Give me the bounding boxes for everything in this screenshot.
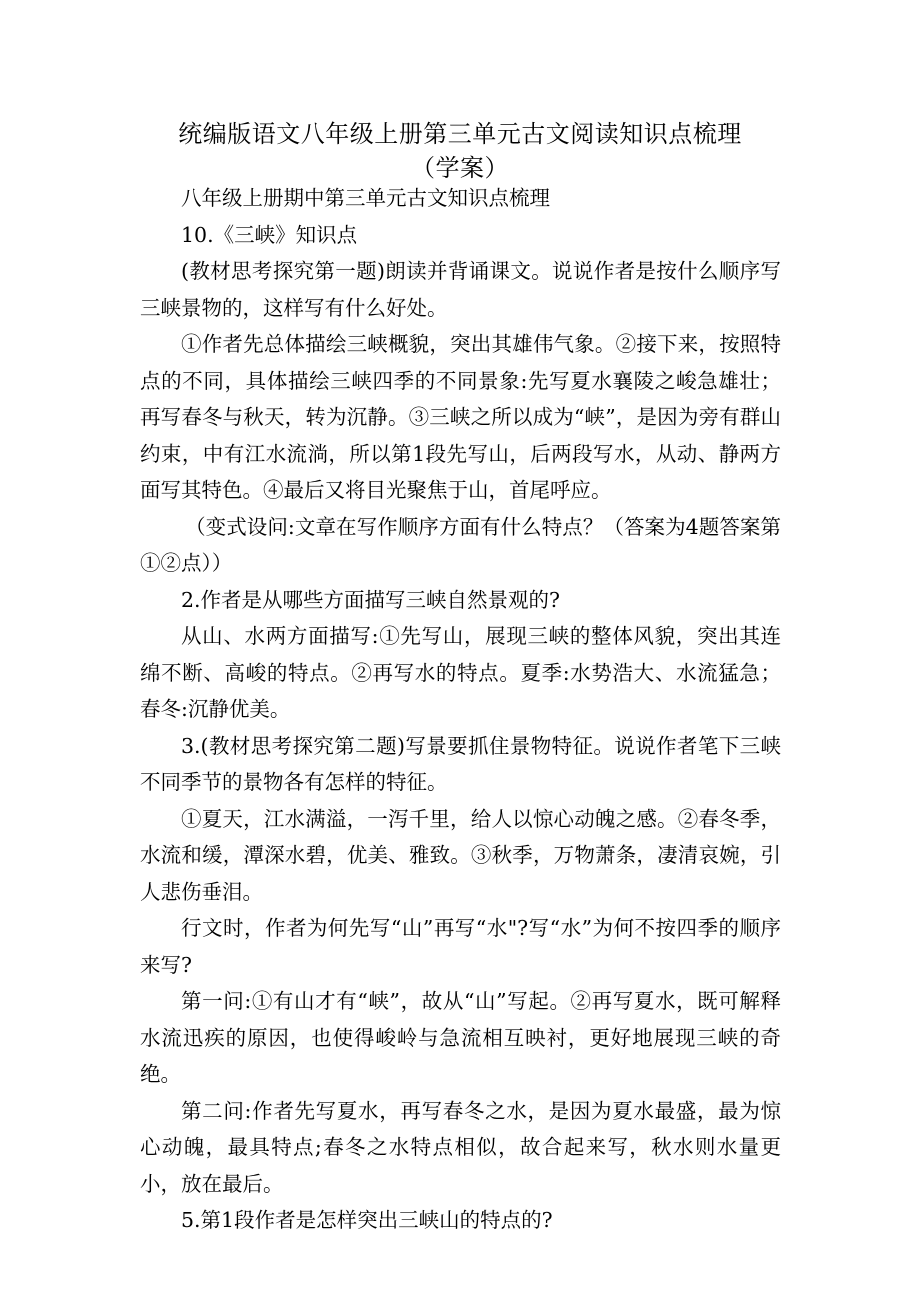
document-subtitle: （学案） — [411, 154, 509, 182]
question-paragraph: (教材思考探究第一题)朗读并背诵课文。说说作者是按什么顺序写三峡景物的，这样写有什么好处。 — [140, 259, 781, 320]
lesson-heading: 10.《三峡》知识点 — [181, 222, 358, 247]
section-heading: 八年级上册期中第三单元古文知识点梳理 — [181, 186, 550, 210]
answer-paragraph: 第一问:①有山才有“峡”，故从“山”写起。②再写夏水，既可解释水流迅疾的原因，也使得峻岭与急流相互映衬，更好地展现三峡的奇绝。 — [140, 989, 781, 1086]
answer-paragraph: 从山、水两方面描写:①先写山，展现三峡的整体风貌，突出其连绵不断、高峻的特点。②再写水的特点。夏季:水势浩大、水流猛急；春冬:沉静优美。 — [140, 624, 781, 721]
document-title: 统编版语文八年级上册第三单元古文阅读知识点梳理 — [178, 120, 742, 148]
document-body — [140, 180, 781, 1239]
question-paragraph: 2.作者是从哪些方面描写三峡自然景观的? — [181, 587, 561, 612]
variant-question-paragraph: （变式设问:文章在写作顺序方面有什么特点？（答案为4题答案第①②点）） — [140, 514, 781, 575]
question-paragraph: 5.第1段作者是怎样突出三峡山的特点的? — [181, 1208, 553, 1232]
answer-paragraph: 第二问:作者先写夏水，再写春冬之水，是因为夏水最盛，最为惊心动魄，最具特点;春冬之水特点相似，故合起来写，秋水则水量更小，放在最后。 — [140, 1098, 781, 1196]
question-paragraph: 3.(教材思考探究第二题)写景要抓住景物特征。说说作者笔下三峡不同季节的景物各有怎样的特征。 — [140, 733, 781, 794]
question-paragraph: 行文时，作者为何先写“山”再写“水"?写“水”为何不按四季的顺序来写? — [140, 916, 781, 977]
answer-paragraph: ①夏天，江水满溢，一泻千里，给人以惊心动魄之感。②春冬季，水流和缓，潭深水碧，优美、雅致。③秋季，万物萧条，凄清哀婉，引人悲伤垂泪。 — [140, 806, 781, 904]
answer-paragraph: ①作者先总体描绘三峡概貌，突出其雄伟气象。②接下来，按照特点的不同，具体描绘三峡四季的不同景象:先写夏水襄陵之峻急雄壮；再写春冬与秋天，转为沉静。③三峡之所以成为“峡”，是因为旁有群山约束，中有江水流淌，所以第1段先写山，后两段写水，从动、静两方面写其特色。④最后又将目光聚焦于山，首尾呼应。 — [140, 332, 781, 502]
